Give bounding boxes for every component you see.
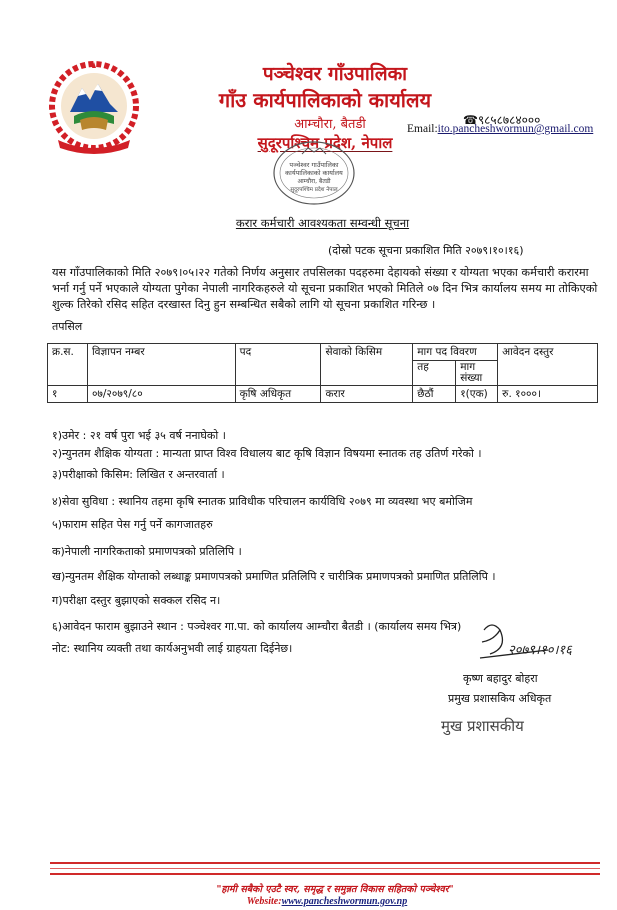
footer-website — [212, 896, 442, 907]
vacancy-table — [47, 343, 598, 403]
office-stamp-icon — [272, 140, 356, 206]
cell-service-type: करार — [321, 386, 413, 403]
cell-count: १(एक) — [456, 386, 498, 403]
item-note: नोट: स्थानिय व्यक्ती तथा कार्यअनुभवी लाई ग्राहयता दिईनेछ। — [52, 642, 293, 655]
item-age: १)उमेर : २१ वर्ष पुरा भई ३५ वर्ष ननाघेको । — [52, 429, 226, 442]
nepal-emblem-icon — [48, 60, 140, 156]
signature-scribble — [470, 618, 572, 668]
col-header-level: तह — [413, 361, 456, 386]
body-line: यस गाँउपालिकाको मिति २०७९।०५।२२ गतेको निर्णय अनुसार तपसिलका पदहरुमा देहायको संख्या र योग्यता भएका कर्मचारी करारमा — [52, 266, 589, 279]
col-header-ad-number: विज्ञापन नम्बर — [87, 344, 235, 386]
cell-ad-number: ०७/२०७९/८० — [87, 386, 235, 403]
stamp-text-3: आम्चौरा, बैतडी — [297, 178, 331, 185]
second-publish-date: (दोस्रो पटक सूचना प्रकाशित मिति २०७९।१०।१६) — [328, 244, 524, 257]
office-name: गाँउ कार्यपालिकाको कार्यालय — [218, 88, 432, 112]
stamp-text-4: सुदूरपश्चिम प्रदेश नेपाल — [290, 187, 338, 193]
col-header-service-type: सेवाको किसिम — [321, 344, 413, 386]
item-doc-transcript: ख)न्युनतम शैक्षिक योग्ताको लब्धाङ्क प्रमाणपत्रको प्रमाणित प्रतिलिपि र चारीत्रिक प्रमाणपत्रको प्रमाणित प्रतिलिपि । — [52, 570, 496, 583]
stamp-text-1: पञ्चेश्वर गाउँपालिका — [289, 161, 339, 169]
phone-number: ☎९८५८७८४००० — [463, 113, 541, 127]
footer-divider — [50, 868, 600, 869]
item-benefits: ४)सेवा सुविधा : स्थानिय तहमा कृषि स्नातक प्राविधीक परिचालन कार्यविधि २०७९ मा व्यवस्था भए बमोजिम — [52, 495, 473, 508]
municipality-name: पञ्चेश्वर गाँउपालिका — [262, 63, 408, 85]
website-link[interactable]: www.pancheshwormun.gov.np — [281, 896, 408, 907]
col-header-demand-details: माग पद विवरण — [413, 344, 498, 361]
office-address: आम्चौरा, बैतडी — [294, 117, 366, 132]
signature-date: २०७९।१०।१६ — [508, 643, 572, 658]
signatory-stamp: मुख प्रशासकीय — [441, 717, 524, 735]
notice-subject: करार कर्मचारी आवश्यकता सम्वन्धी सूचना — [235, 216, 410, 230]
cell-level: छैठौं — [413, 386, 456, 403]
signatory-title: प्रमुख प्रशासकिय अधिकृत — [448, 692, 552, 705]
item-exam-type: ३)परीक्षाको किसिम: लिखित र अन्तरवार्ता । — [52, 468, 225, 481]
footer-divider — [50, 862, 600, 864]
body-line: भर्ना गर्नु पर्ने भएकाले योग्यता पुगेका नेपाली नागरिकहरुले यो सूचना प्रकाशित भएको मितिले ०७ दिन भित्र कार्यालय समय मा तोकिएको — [52, 282, 598, 295]
col-header-post: पद — [235, 344, 321, 386]
item-submission-place: ६)आवेदन फाराम बुझाउने स्थान : पञ्चेश्वर गा.पा. को कार्यालय आम्चौरा बैतडी । (कार्यालय समय भित्र) — [52, 620, 462, 633]
email-link[interactable]: ito.pancheshwormun@gmail.com — [437, 123, 594, 135]
stamp-text-2: कार्यपालिकाको कार्यालय — [285, 169, 343, 177]
col-header-fee: आवेदन दस्तुर — [498, 344, 598, 386]
website-label: Website: — [246, 896, 282, 907]
body-line: शुल्क तिरेको रसिद सहित दरखास्त दिनु हुन सम्बन्धित सबैको लागि यो सूचना प्रकाशित गरिन्छ । — [52, 298, 436, 311]
footer-divider — [50, 873, 600, 875]
cell-post: कृषि अधिकृत — [235, 386, 321, 403]
table-header-row — [48, 344, 598, 361]
item-qualification: २)न्युनतम शैक्षिक योग्यता : मान्यता प्राप्त विश्व विधालय बाट कृषि विज्ञान विषयमा स्नातक तह उतिर्ण गरेको । — [52, 447, 482, 460]
signatory-name: कृष्ण बहादुर बोहरा — [463, 672, 538, 685]
province-name: सुदूरपश्चिम प्रदेश, नेपाल — [257, 134, 393, 152]
item-doc-citizenship: क)नेपाली नागरिकताको प्रमाणपत्रको प्रतिलिपि । — [52, 545, 242, 558]
col-header-count: माग संख्या — [456, 361, 498, 386]
details-heading: तपसिल — [52, 320, 83, 333]
item-doc-receipt: ग)परीक्षा दस्तुर बुझाएको सक्कल रसिद न। — [52, 594, 221, 607]
table-row — [48, 386, 598, 403]
footer-slogan: "हामी सबैको एउटै स्वर, समृद्ध र समुन्नत विकास सहितको पञ्चेश्वर" — [216, 884, 454, 895]
email-label: Email: — [407, 123, 438, 135]
item-documents: ५)फाराम सहित पेस गर्नु पर्ने कागजातहरु — [52, 518, 213, 531]
cell-sn: १ — [48, 386, 88, 403]
notice-body — [52, 265, 604, 313]
col-header-sn: क्र.स. — [48, 344, 88, 386]
email-line — [407, 123, 593, 135]
cell-fee: रु. १०००। — [498, 386, 598, 403]
